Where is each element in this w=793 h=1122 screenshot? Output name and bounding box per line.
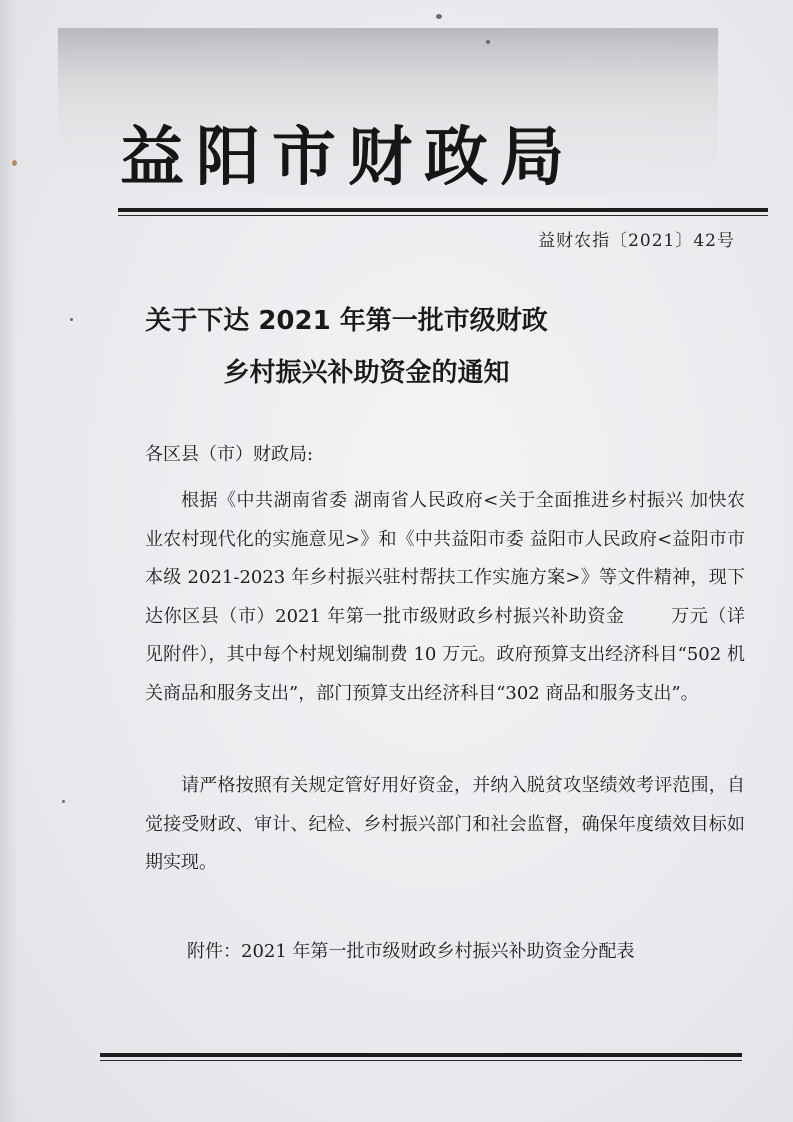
paragraph1-text-part2: 万元（详见附件），其中每个村规划编制费 10 万元。政府预算支出经济科目“502 机关商品和服务支出”，部门预算支出经济科目“302 商品和服务支出”。 [145, 605, 746, 704]
body-paragraph-2: 请严格按照有关规定管好用好资金，并纳入脱贫攻坚绩效考评范围，自觉接受财政、审计、纪检、乡村振兴部门和社会监督，确保年度绩效目标如期实现。 [145, 775, 745, 873]
paragraph1-text-part1: 根据《中共湖南省委 湖南省人民政府<关于全面推进乡村振兴 加快农业农村现代化的实施意见>》和《中共益阳市委 益阳市人民政府<益阳市市本级 2021-2023 年乡村振兴驻村帮扶工作实施方案>》等文件精神，现下达你区县（市）2021 年第一批市级财政乡村振兴补助资金 [145, 490, 745, 627]
footer-divider-thin [100, 1060, 742, 1061]
agency-letterhead: 益阳市财政局 [120, 121, 576, 195]
footer-divider [100, 1053, 742, 1057]
scan-speck [486, 40, 490, 44]
scan-speck [62, 800, 65, 803]
scan-shadow-left [0, 0, 18, 1122]
scan-speck [436, 14, 442, 19]
document-title-line2: 乡村振兴补助资金的通知 [223, 358, 510, 388]
document-number: 益财农指〔2021〕42号 [538, 231, 735, 251]
header-divider [118, 208, 768, 212]
scan-speck [12, 160, 17, 166]
attachment-note: 附件：2021 年第一批市级财政乡村振兴补助资金分配表 [187, 941, 635, 962]
body-paragraph-1 [145, 482, 745, 713]
document-title-line1: 关于下达 2021 年第一批市级财政 [145, 306, 548, 336]
header-divider-thin [118, 215, 768, 216]
salutation: 各区县（市）财政局: [145, 444, 314, 465]
